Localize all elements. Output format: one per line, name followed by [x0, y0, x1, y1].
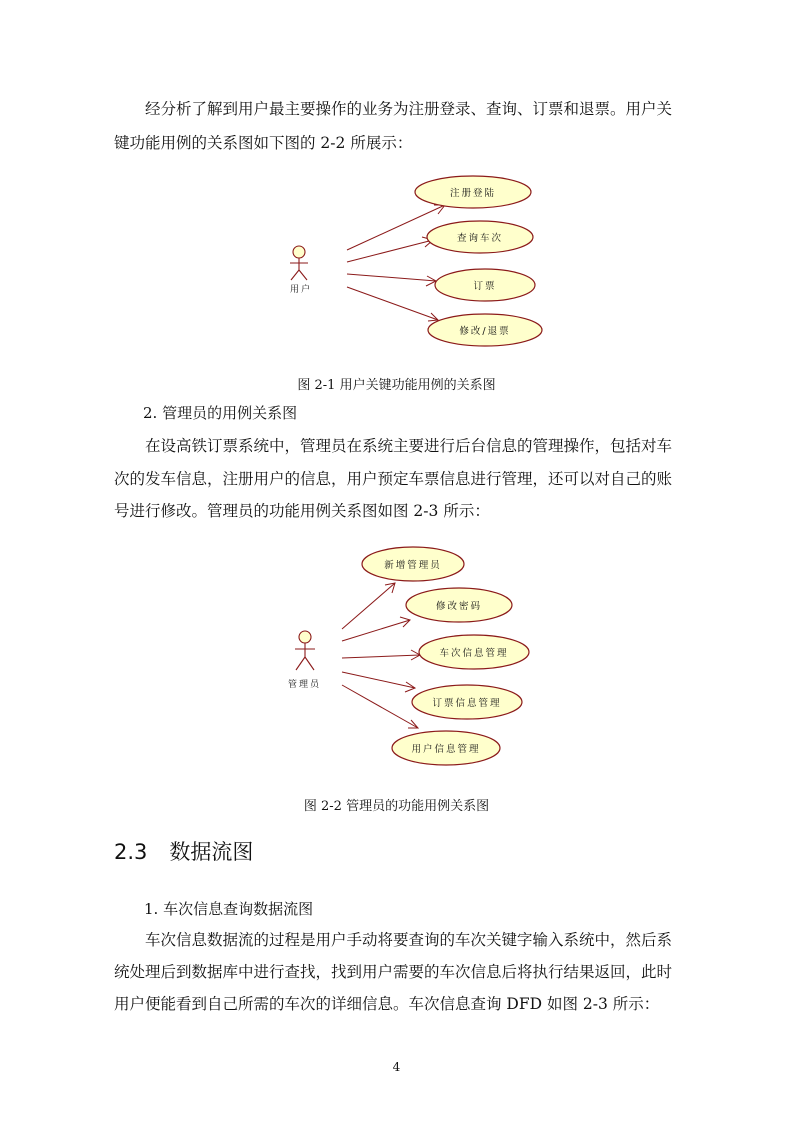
svg-text:车次信息管理: 车次信息管理: [439, 648, 509, 659]
section-heading: [114, 836, 253, 866]
actor-user-label: 用户: [290, 285, 313, 295]
list-item-admin-use-case: 2. 管理员的用例关系图: [143, 404, 298, 422]
actor-admin: [288, 631, 321, 690]
paragraph-admin-line3: 号进行修改。管理员的功能用例关系图如图 2-3 所示：: [114, 502, 490, 520]
paragraph-intro-line2: 键功能用例的关系图如下图的 2-2 所展示：: [114, 134, 413, 152]
paragraph-dfd-line2: 统处理后到数据库中进行查找，找到用户需要的车次信息后将执行结果返回，此时: [114, 963, 673, 981]
svg-text:修改密码: 修改密码: [435, 601, 483, 612]
use-case-booking-info-mgmt: [412, 685, 522, 719]
svg-text:订票: 订票: [473, 281, 497, 292]
paragraph-intro-line1: 经分析了解到用户最主要操作的业务为注册登录、查询、订票和退票。用户关: [145, 100, 673, 118]
paragraph-dfd-line1: 车次信息数据流的过程是用户手动将要查询的车次关键字输入系统中，然后系: [145, 931, 673, 949]
actor-admin-label: 管理员: [288, 680, 322, 690]
svg-text:注册登陆: 注册登陆: [449, 188, 497, 199]
figure2-caption: 图 2-2 管理员的功能用例关系图: [303, 799, 490, 814]
list-item-dfd: 1. 车次信息查询数据流图: [144, 900, 314, 918]
section-title: 数据流图: [169, 840, 254, 864]
use-case-train-info-mgmt: [419, 635, 529, 669]
svg-text:订票信息管理: 订票信息管理: [432, 698, 502, 709]
page-number: 4: [392, 1060, 401, 1074]
use-case-add-admin: [362, 547, 464, 581]
use-case-user-info-mgmt: [392, 731, 500, 765]
section-number: 2.3: [114, 840, 148, 864]
paragraph-admin-line2: 次的发车信息，注册用户的信息，用户预定车票信息进行管理，还可以对自己的账: [114, 470, 673, 488]
figure1-caption: 图 2-1 用户关键功能用例的关系图: [297, 378, 496, 393]
use-case-change-password: [406, 588, 512, 622]
svg-text:查询车次: 查询车次: [456, 233, 504, 244]
svg-text:用户信息管理: 用户信息管理: [411, 744, 481, 755]
svg-text:修改/退票: 修改/退票: [459, 326, 511, 337]
paragraph-dfd-line3: 用户便能看到自己所需的车次的详细信息。车次信息查询 DFD 如图 2-3 所示：: [114, 995, 660, 1013]
paragraph-admin-line1: 在设高铁订票系统中，管理员在系统主要进行后台信息的管理操作，包括对车: [145, 437, 673, 455]
svg-text:新增管理员: 新增管理员: [384, 560, 442, 571]
